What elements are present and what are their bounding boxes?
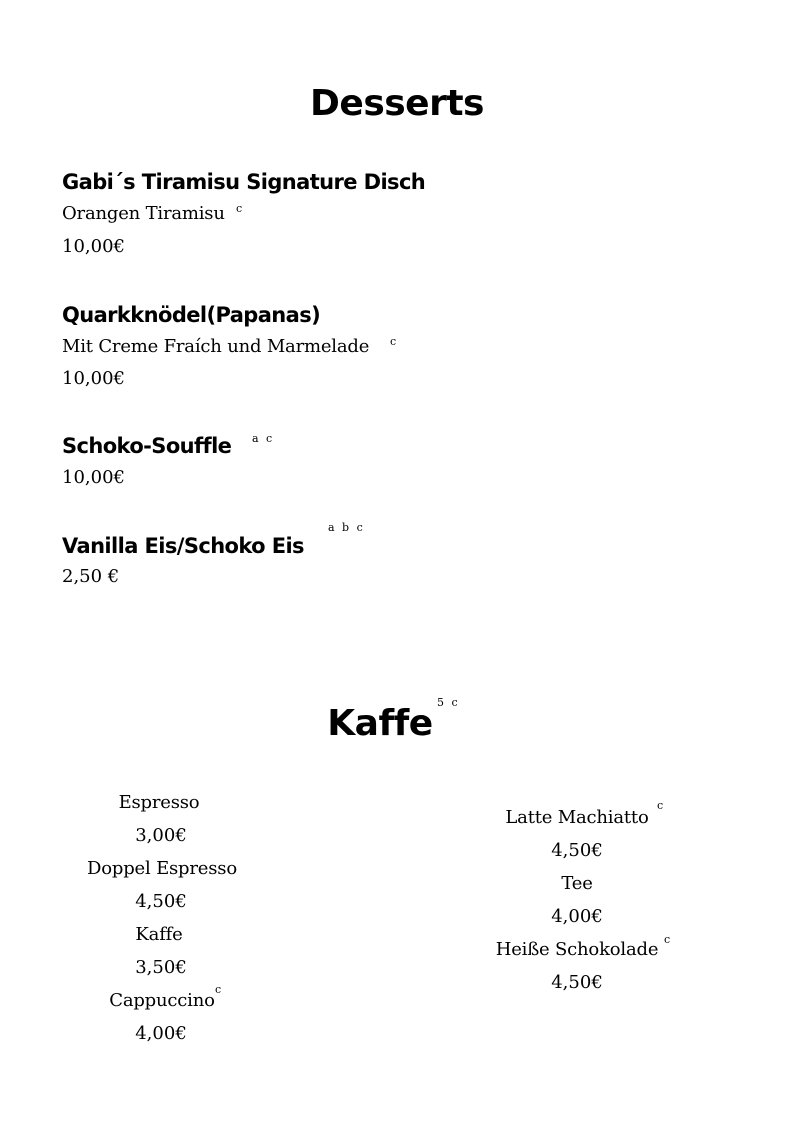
kaffe-title: Kaffe <box>327 703 433 744</box>
coffee-item-price: 4,00€ <box>135 1023 187 1044</box>
allergen-code: a c <box>252 432 275 445</box>
dessert-item-price: 2,50 € <box>62 566 120 587</box>
coffee-item-price: 4,00€ <box>551 906 603 927</box>
coffee-item-name: Kaffe <box>135 924 183 945</box>
dessert-item-price: 10,00€ <box>62 368 125 389</box>
coffee-item-name: Tee <box>561 873 593 894</box>
allergen-code: c <box>390 335 399 348</box>
dessert-item-name: Quarkknödel(Papanas) <box>62 303 321 327</box>
dessert-item-desc: Mit Creme Fraích und Marmelade <box>62 336 370 357</box>
coffee-item-price: 4,50€ <box>551 840 603 861</box>
allergen-code: c <box>657 799 666 812</box>
allergen-code: 5 c <box>437 696 460 709</box>
coffee-item-price: 3,50€ <box>135 957 187 978</box>
coffee-item-price: 3,00€ <box>135 825 187 846</box>
dessert-item-price: 10,00€ <box>62 467 125 488</box>
allergen-code: c <box>215 983 224 996</box>
coffee-item-price: 4,50€ <box>551 972 603 993</box>
allergen-code: c <box>236 202 245 215</box>
coffee-item-name: Latte Machiatto <box>505 807 649 828</box>
dessert-item-price: 10,00€ <box>62 236 125 257</box>
dessert-item-name: Vanilla Eis/Schoko Eis <box>62 534 304 558</box>
allergen-code: c <box>664 933 673 946</box>
coffee-item-name: Cappuccino <box>109 990 215 1011</box>
dessert-item-name: Gabi´s Tiramisu Signature Disch <box>62 170 426 194</box>
dessert-item-desc: Orangen Tiramisu <box>62 203 225 224</box>
dessert-item-name: Schoko-Souffle <box>62 434 232 458</box>
coffee-item-price: 4,50€ <box>135 891 187 912</box>
coffee-item-name: Heiße Schokolade <box>495 939 659 960</box>
coffee-item-name: Doppel Espresso <box>87 858 237 879</box>
allergen-code: a b c <box>328 521 365 534</box>
coffee-item-name: Espresso <box>118 792 200 813</box>
desserts-title: Desserts <box>310 83 484 124</box>
